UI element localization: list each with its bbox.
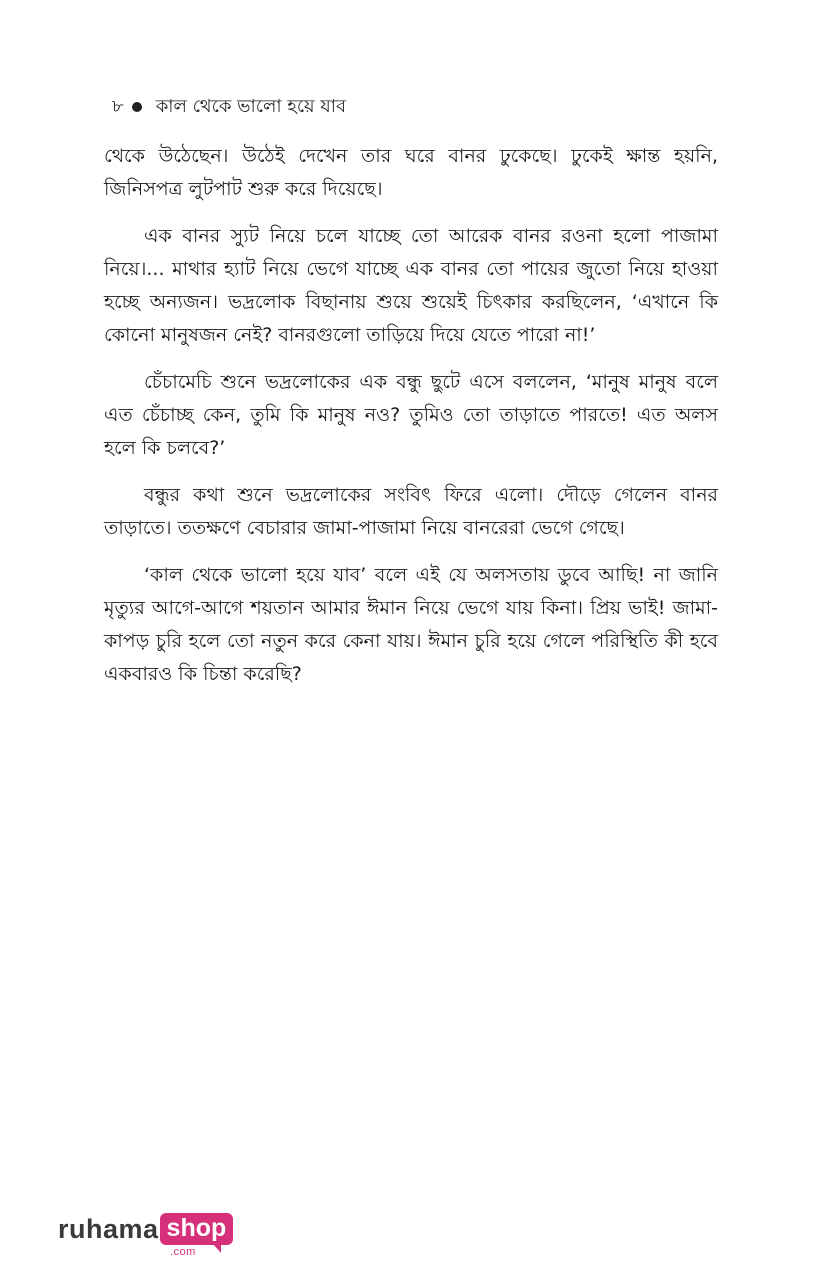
running-title: কাল থেকে ভালো হয়ে যাব bbox=[155, 95, 346, 117]
paragraph-5: ‘কাল থেকে ভালো হয়ে যাব’ বলে এই যে অলসতায় ডুবে আছি! না জানি মৃত্যুর আগে-আগে শয়তান আমার ঈমান নিয়ে ভেগে যায় কিনা। প্রিয় ভাই! জামা-কাপড় চুরি হলে তো নতুন করে কেনা যায়। ঈমান চুরি হয়ে গেলে পরিস্থিতি কী হবে একবারও কি চিন্তা করেছি? bbox=[104, 564, 718, 685]
logo-word-shop: shop bbox=[160, 1213, 234, 1245]
paragraph-2: এক বানর স্যুট নিয়ে চলে যাচ্ছে তো আরেক বানর রওনা হলো পাজামা নিয়ে।... মাথার হ্যাট নিয়ে ভেগে যাচ্ছে এক বানর তো পায়ের জুতো নিয়ে হাওয়া হচ্ছে অন্যজন। ভদ্রলোক বিছানায় শুয়ে শুয়েই চিৎকার করছিলেন, ‘এখানে কি কোনো মানুষজন নেই? বানরগুলো তাড়িয়ে দিয়ে যেতে পারো না!’ bbox=[104, 225, 718, 346]
bullet-icon bbox=[132, 102, 142, 112]
page-header bbox=[112, 92, 346, 122]
logo-word-ruhama: ruhama bbox=[58, 1214, 159, 1244]
body-text bbox=[104, 140, 718, 705]
paragraph-3: চেঁচামেচি শুনে ভদ্রলোকের এক বন্ধু ছুটে এসে বললেন, ‘মানুষ মানুষ বলে এত চেঁচাচ্ছ কেন, তুমি কি মানুষ নও? তুমিও তো তাড়াতে পারতে! এত অলস হলে কি চলবে?’ bbox=[104, 371, 718, 459]
paragraph-1: থেকে উঠেছেন। উঠেই দেখেন তার ঘরে বানর ঢুকেছে। ঢুকেই ক্ষান্ত হয়নি, জিনিসপত্র লুটপাট শুরু করে দিয়েছে। bbox=[104, 145, 718, 200]
page-number: ৮ bbox=[112, 95, 124, 117]
paragraph-4: বন্ধুর কথা শুনে ভদ্রলোকের সংবিৎ ফিরে এলো। দৌড়ে গেলেন বানর তাড়াতে। ততক্ষণে বেচারার জামা-পাজামা নিয়ে বানরেরা ভেগে গেছে। bbox=[104, 484, 718, 539]
ruhamashop-logo bbox=[58, 1213, 233, 1263]
logo-domain: .com bbox=[170, 1246, 196, 1258]
